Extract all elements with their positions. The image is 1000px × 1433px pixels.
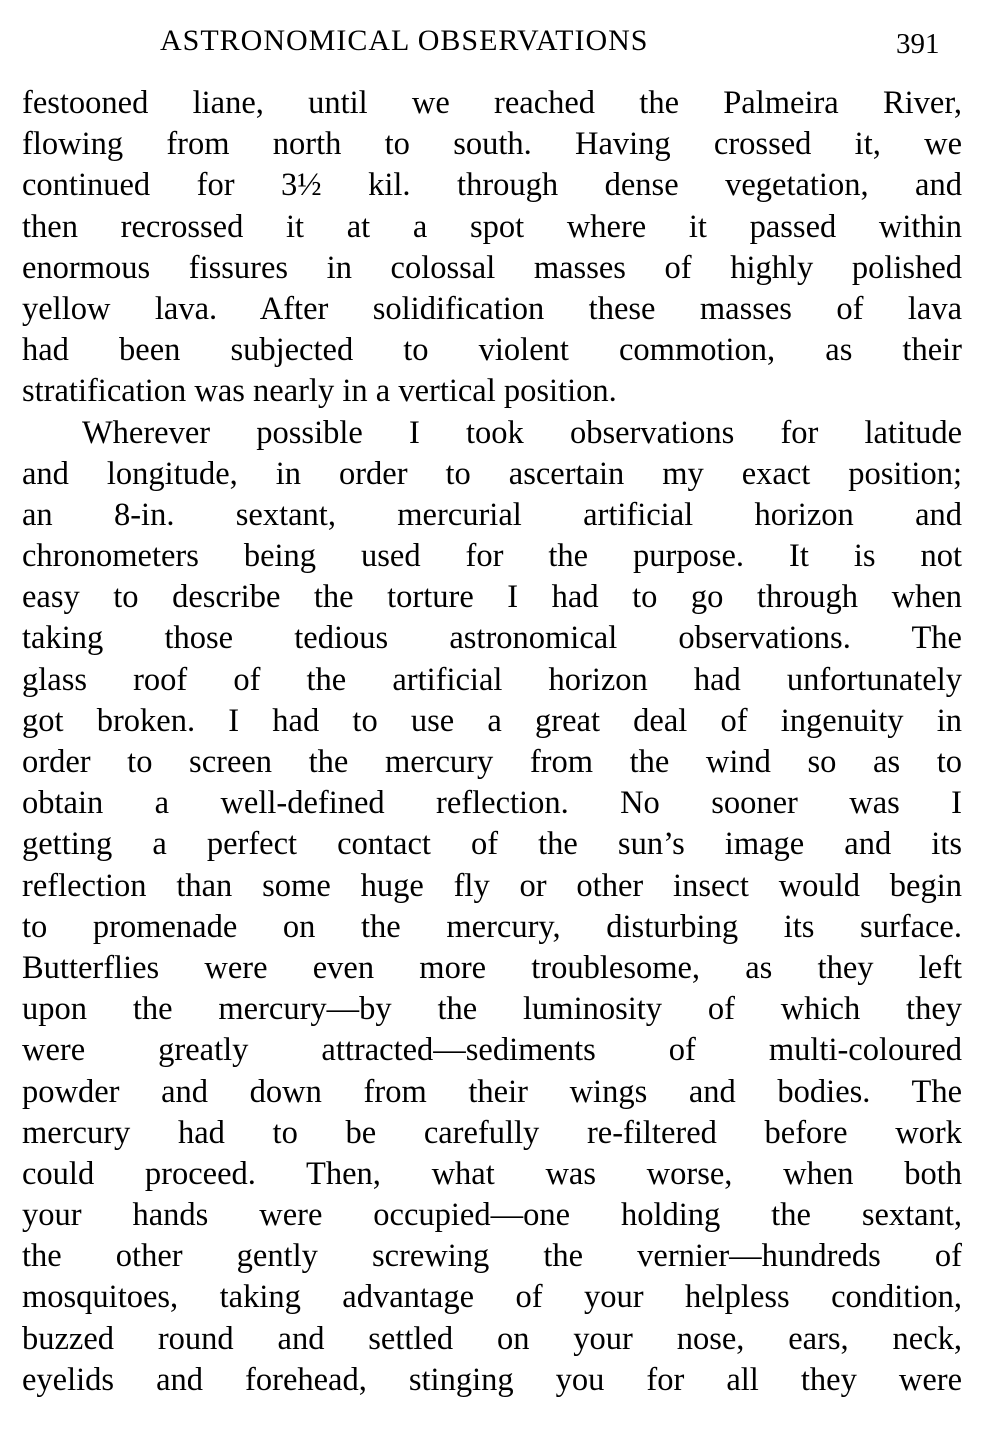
text-line: glass roof of the artificial horizon had unfortunately xyxy=(22,661,962,698)
text-line: obtain a well-defined reflection. No sooner was I xyxy=(22,785,962,822)
text-line: eyelids and forehead, stinging you for all they were xyxy=(22,1361,962,1398)
text-line: upon the mercury—by the luminosity of which they xyxy=(22,991,962,1028)
text-line: easy to describe the torture I had to go through when xyxy=(22,579,962,616)
text-line: then recrossed it at a spot where it passed within xyxy=(22,208,962,245)
text-line: reflection than some huge fly or other insect would begin xyxy=(22,867,962,904)
text-line: could proceed. Then, what was worse, when both xyxy=(22,1155,962,1192)
text-line: were greatly attracted—sediments of multi-coloured xyxy=(22,1032,962,1069)
text-line: and longitude, in order to ascertain my exact position; xyxy=(22,455,962,492)
text-line: continued for 3½ kil. through dense vegetation, and xyxy=(22,167,962,204)
text-line: Butterflies were even more troublesome, as they left xyxy=(22,949,962,986)
page-number: 391 xyxy=(896,28,940,60)
text-line: got broken. I had to use a great deal of ingenuity in xyxy=(22,702,962,739)
running-title: ASTRONOMICAL OBSERVATIONS xyxy=(160,24,649,57)
text-line: buzzed round and settled on your nose, ears, neck, xyxy=(22,1320,962,1357)
running-head xyxy=(0,24,1000,64)
text-line: enormous fissures in colossal masses of highly polished xyxy=(22,249,962,286)
text-line: your hands were occupied—one holding the sextant, xyxy=(22,1197,962,1234)
text-line: flowing from north to south. Having crossed it, we xyxy=(22,126,962,163)
body-text xyxy=(22,83,962,1401)
text-line: yellow lava. After solidification these masses of lava xyxy=(22,290,962,327)
text-line: mercury had to be carefully re-filtered before work xyxy=(22,1114,962,1151)
text-line: had been subjected to violent commotion, as their xyxy=(22,332,962,369)
paragraph-start-line: Wherever possible I took observations for latitude xyxy=(82,414,962,451)
text-line: taking those tedious astronomical observations. The xyxy=(22,620,962,657)
text-line: mosquitoes, taking advantage of your helpless condition, xyxy=(22,1279,962,1316)
text-line: powder and down from their wings and bodies. The xyxy=(22,1073,962,1110)
text-line: order to screen the mercury from the wind so as to xyxy=(22,744,962,780)
paragraph-end-line: stratification was nearly in a vertical position. xyxy=(22,373,617,410)
text-line: chronometers being used for the purpose. It is not xyxy=(22,538,962,575)
text-line: getting a perfect contact of the sun’s image and its xyxy=(22,826,962,863)
text-line: the other gently screwing the vernier—hundreds of xyxy=(22,1238,962,1275)
text-line: festooned liane, until we reached the Palmeira River, xyxy=(22,85,962,121)
text-line: to promenade on the mercury, disturbing its surface. xyxy=(22,908,962,945)
text-line: an 8-in. sextant, mercurial artificial horizon and xyxy=(22,496,962,533)
